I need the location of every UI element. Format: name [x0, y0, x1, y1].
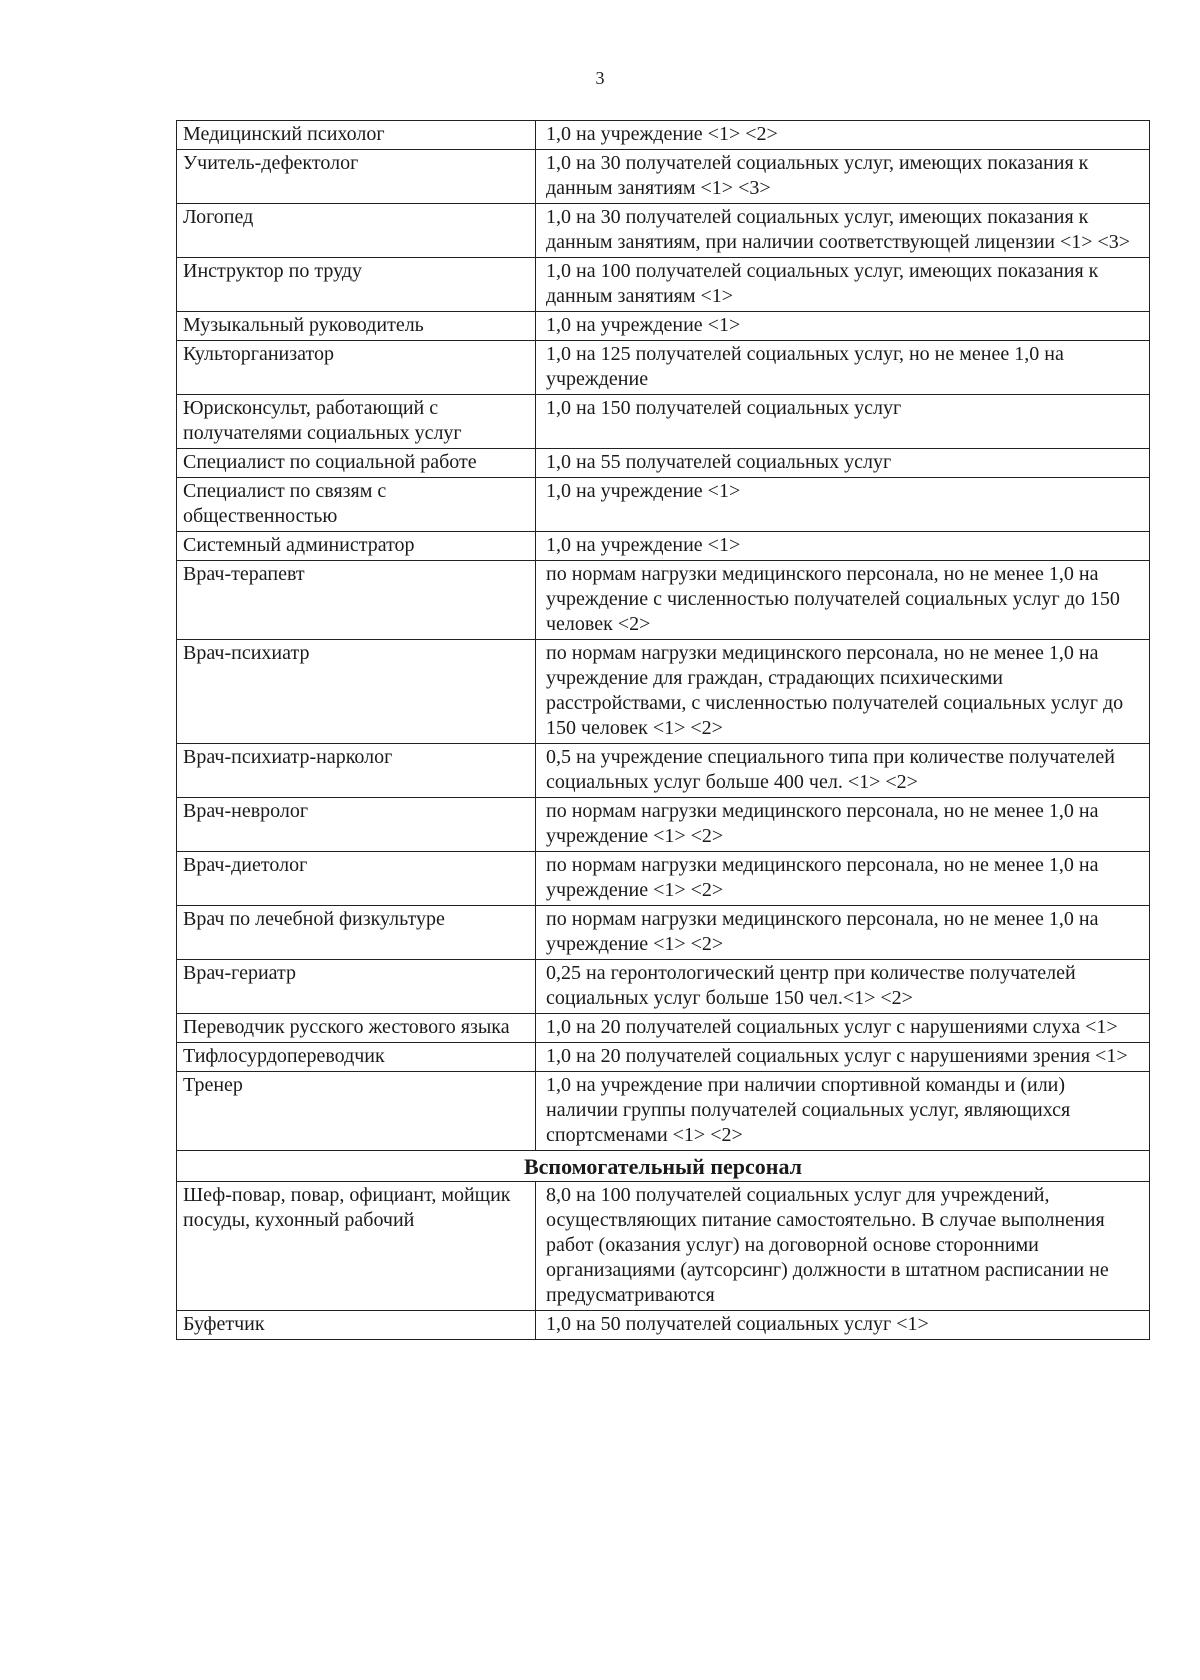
table-row [177, 1181, 1150, 1310]
staffing-norms-table [176, 120, 1150, 1340]
position-cell: Учитель-дефектолог [177, 150, 536, 204]
position-cell: Врач-психиатр [177, 640, 536, 744]
norm-cell: 1,0 на 30 получателей социальных услуг, имеющих показания к данным занятиям, при наличии соответствующей лицензии <1> <3> [536, 204, 1150, 258]
table-row [177, 312, 1150, 341]
norm-cell: 1,0 на 55 получателей социальных услуг [536, 449, 1150, 478]
table-row [177, 478, 1150, 532]
table-row [177, 449, 1150, 478]
table-row [177, 960, 1150, 1014]
position-cell: Буфетчик [177, 1310, 536, 1339]
norm-cell: 1,0 на 30 получателей социальных услуг, имеющих показания к данным занятиям <1> <3> [536, 150, 1150, 204]
norm-cell: 1,0 на учреждение <1> [536, 478, 1150, 532]
position-cell: Переводчик русского жестового языка [177, 1014, 536, 1043]
table-row [177, 258, 1150, 312]
norm-cell: 1,0 на 20 получателей социальных услуг с нарушениями слуха <1> [536, 1014, 1150, 1043]
norm-cell: по нормам нагрузки медицинского персонала, но не менее 1,0 на учреждение для граждан, страдающих психическими расстройствами, с численностью получателей социальных услуг до 150 человек <1> <2> [536, 640, 1150, 744]
table-row [177, 561, 1150, 640]
position-cell: Врач-диетолог [177, 852, 536, 906]
table-row [177, 395, 1150, 449]
table-row [177, 204, 1150, 258]
norm-cell: 1,0 на учреждение <1> <2> [536, 121, 1150, 150]
norm-cell: по нормам нагрузки медицинского персонала, но не менее 1,0 на учреждение <1> <2> [536, 798, 1150, 852]
table-row [177, 640, 1150, 744]
norm-cell: 1,0 на учреждение <1> [536, 312, 1150, 341]
position-cell: Врач-психиатр-нарколог [177, 744, 536, 798]
position-cell: Врач-гериатр [177, 960, 536, 1014]
position-cell: Тифлосурдопереводчик [177, 1043, 536, 1072]
norm-cell: 8,0 на 100 получателей социальных услуг для учреждений, осуществляющих питание самостоятельно. В случае выполнения работ (оказания услуг) на договорной основе сторонними организациями (аутсорсинг) должности в штатном расписании не предусматриваются [536, 1181, 1150, 1310]
position-cell: Системный администратор [177, 532, 536, 561]
position-cell: Логопед [177, 204, 536, 258]
norm-cell: по нормам нагрузки медицинского персонала, но не менее 1,0 на учреждение с численностью получателей социальных услуг до 150 человек <2> [536, 561, 1150, 640]
table-row [177, 1310, 1150, 1339]
norm-cell: 1,0 на 125 получателей социальных услуг, но не менее 1,0 на учреждение [536, 341, 1150, 395]
table-row [177, 1014, 1150, 1043]
table-row [177, 798, 1150, 852]
position-cell: Врач-невролог [177, 798, 536, 852]
position-cell: Юрисконсульт, работающий с получателями социальных услуг [177, 395, 536, 449]
norm-cell: 1,0 на 100 получателей социальных услуг, имеющих показания к данным занятиям <1> [536, 258, 1150, 312]
table-row [177, 532, 1150, 561]
norm-cell: 1,0 на 20 получателей социальных услуг с нарушениями зрения <1> [536, 1043, 1150, 1072]
section-header-row [177, 1151, 1150, 1182]
position-cell: Тренер [177, 1072, 536, 1151]
norm-cell: 1,0 на учреждение при наличии спортивной команды и (или) наличии группы получателей социальных услуг, являющихся спортсменами <1> <2> [536, 1072, 1150, 1151]
position-cell: Медицинский психолог [177, 121, 536, 150]
position-cell: Специалист по связям с общественностью [177, 478, 536, 532]
table-row [177, 150, 1150, 204]
table-row [177, 1072, 1150, 1151]
page-number: 3 [595, 68, 605, 88]
position-cell: Специалист по социальной работе [177, 449, 536, 478]
norm-cell: 0,5 на учреждение специального типа при количестве получателей социальных услуг больше 400 чел. <1> <2> [536, 744, 1150, 798]
section-title: Вспомогательный персонал [177, 1151, 1150, 1182]
table-row [177, 1043, 1150, 1072]
table-row [177, 852, 1150, 906]
norm-cell: 1,0 на 150 получателей социальных услуг [536, 395, 1150, 449]
position-cell: Врач-терапевт [177, 561, 536, 640]
position-cell: Инструктор по труду [177, 258, 536, 312]
norm-cell: по нормам нагрузки медицинского персонала, но не менее 1,0 на учреждение <1> <2> [536, 852, 1150, 906]
position-cell: Врач по лечебной физкультуре [177, 906, 536, 960]
norm-cell: 1,0 на учреждение <1> [536, 532, 1150, 561]
position-cell: Шеф-повар, повар, официант, мойщик посуды, кухонный рабочий [177, 1181, 536, 1310]
table-row [177, 341, 1150, 395]
norm-cell: по нормам нагрузки медицинского персонала, но не менее 1,0 на учреждение <1> <2> [536, 906, 1150, 960]
position-cell: Музыкальный руководитель [177, 312, 536, 341]
norm-cell: 0,25 на геронтологический центр при количестве получателей социальных услуг больше 150 чел.<1> <2> [536, 960, 1150, 1014]
position-cell: Культорганизатор [177, 341, 536, 395]
table-row [177, 121, 1150, 150]
norm-cell: 1,0 на 50 получателей социальных услуг <1> [536, 1310, 1150, 1339]
table-row [177, 744, 1150, 798]
table-row [177, 906, 1150, 960]
